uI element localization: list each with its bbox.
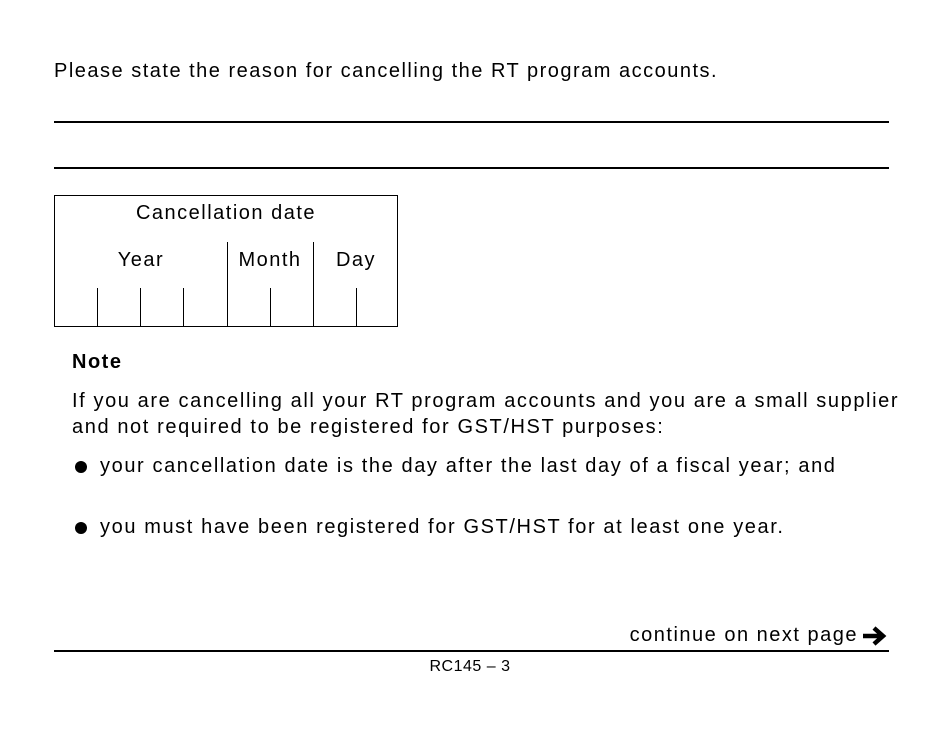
arrow-right-icon	[861, 625, 889, 647]
note-bullet-2: you must have been registered for GST/HST for at least one year.	[100, 516, 785, 538]
month-label: Month	[238, 249, 302, 271]
reason-question: Please state the reason for cancelling the RT program accounts.	[54, 60, 719, 82]
year-digit-3[interactable]	[141, 288, 184, 326]
continue-text: continue on next page	[629, 624, 858, 646]
note-body: If you are cancelling all your RT program accounts and you are a small supplier and not required to be registered for GST/HST purposes:	[72, 390, 900, 438]
continue-next-page	[630, 624, 889, 647]
year-digit-1[interactable]	[55, 288, 98, 326]
page-label: RC145 – 3	[429, 658, 511, 675]
cancellation-date-box	[54, 195, 398, 327]
month-digit-1[interactable]	[228, 288, 271, 326]
bullet-icon	[75, 461, 87, 473]
reason-line-2[interactable]	[54, 143, 889, 169]
day-label: Day	[335, 249, 377, 271]
cancellation-date-title: Cancellation date	[135, 202, 317, 224]
year-label: Year	[117, 249, 165, 271]
day-digit-1[interactable]	[314, 288, 357, 326]
bullet-icon	[75, 522, 87, 534]
year-digit-4[interactable]	[184, 288, 227, 326]
note-title: Note	[72, 351, 123, 373]
day-digit-2[interactable]	[357, 288, 400, 326]
note-bullet-1: your cancellation date is the day after the last day of a fiscal year; and	[100, 455, 837, 477]
year-digit-2[interactable]	[98, 288, 141, 326]
month-digit-2[interactable]	[271, 288, 314, 326]
reason-line-1[interactable]	[54, 97, 889, 123]
footer-rule	[54, 650, 889, 652]
